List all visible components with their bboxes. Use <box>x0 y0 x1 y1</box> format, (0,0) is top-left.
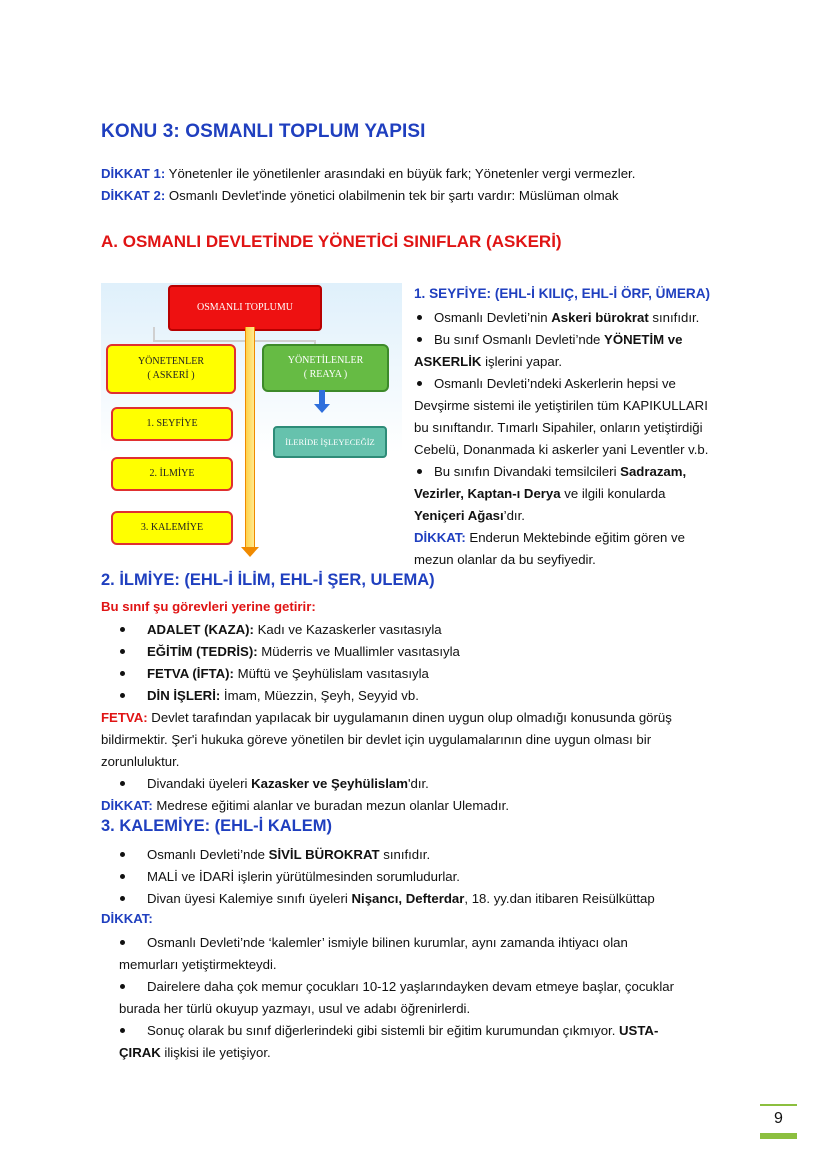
bold-text: Vezirler, Kaptan-ı Derya <box>414 486 561 501</box>
bold-text: USTA- <box>619 1023 659 1038</box>
page-number: 9 <box>774 1110 783 1127</box>
text: ilişkisi ile yetişiyor. <box>160 1045 271 1060</box>
page-number-rule-bottom <box>760 1133 797 1139</box>
seyfiye-item-3-cont: Cebelü, Donanmada ki askerler yani Leventler v.b. <box>414 442 709 457</box>
ilmiye-heading: 2. İLMİYE: (EHL-İ İLİM, EHL-İ ŞER, ULEMA) <box>101 571 435 589</box>
text: Bu sınıfın Divandaki temsilcileri <box>434 464 621 479</box>
ilmiye-divan <box>147 773 429 795</box>
bold-text: DİN İŞLERİ: <box>147 688 221 703</box>
dikkat-label: DİKKAT: <box>101 798 153 813</box>
seyfiye-item-4-cont <box>414 483 665 505</box>
text: sınıfıdır. <box>379 847 431 862</box>
text: Medrese eğitimi alanlar ve buradan mezun olanlar Ulemadır. <box>152 798 510 813</box>
fetva-definition <box>101 707 672 729</box>
text: Müftü ve Şeyhülislam vasıtasıyla <box>233 666 429 681</box>
bullet-icon <box>120 984 125 989</box>
text: Divan üyesi Kalemiye sınıfı üyeleri <box>147 891 352 906</box>
bullet-icon <box>120 896 125 901</box>
seyfiye-dikkat <box>414 527 685 549</box>
diagram-kalemiye-label: 3. KALEMİYE <box>140 522 204 533</box>
ilmiye-item-1 <box>147 619 442 641</box>
osmanli-toplumu-diagram <box>101 283 402 566</box>
page-title: KONU 3: OSMANLI TOPLUM YAPISI <box>101 121 426 142</box>
bullet-icon <box>120 671 125 676</box>
dikkat-1 <box>101 163 635 185</box>
text: Bu sınıf Osmanlı Devleti’nde <box>434 332 605 347</box>
seyfiye-item-3: Osmanlı Devleti’ndeki Askerlerin hepsi ve <box>434 376 676 391</box>
bullet-icon <box>120 852 125 857</box>
ilmiye-item-4 <box>147 685 419 707</box>
bullet-icon <box>120 940 125 945</box>
fetva-definition-cont: zorunluluktur. <box>101 754 180 769</box>
kalemiye-dikkat-item-2: Dairelere daha çok memur çocukları 10-12 yaşlarındayken devam etmeye başlar, çocuklar <box>147 979 675 994</box>
down-arrow-icon <box>241 547 259 557</box>
text: Enderun Mektebinde eğitim gören ve <box>465 530 685 545</box>
seyfiye-item-2 <box>434 329 682 351</box>
bullet-icon <box>120 627 125 632</box>
diagram-top-box <box>168 285 322 331</box>
diagram-ilmiye-box <box>111 457 233 491</box>
bullet-icon <box>417 469 422 474</box>
section-a-heading: A. OSMANLI DEVLETİNDE YÖNETİCİ SINIFLAR (ASKERİ) <box>101 232 562 251</box>
seyfiye-item-3-cont: bu sınıftandır. Tımarlı Sipahiler, onların yetiştirdiği <box>414 420 703 435</box>
diagram-seyfiye-label: 1. SEYFİYE <box>146 418 198 429</box>
diagram-yonetenler-sub: ( ASKERİ ) <box>147 370 195 381</box>
diagram-yonetenler-label: YÖNETENLER <box>137 356 205 367</box>
bold-text: Kazasker ve Şeyhülislam <box>251 776 408 791</box>
diagram-seyfiye-box <box>111 407 233 441</box>
kalemiye-dikkat-item-2-cont: burada her türlü okuyup yazmayı, usul ve adabı öğrenirlerdi. <box>119 1001 471 1016</box>
bold-text: ÇIRAK <box>119 1045 161 1060</box>
text: işlerini yapar. <box>481 354 563 369</box>
seyfiye-item-2-cont <box>414 351 562 373</box>
bullet-icon <box>417 315 422 320</box>
bullet-icon <box>417 381 422 386</box>
text: sınıfıdır. <box>648 310 700 325</box>
diagram-yonetilenler-sub: ( REAYA ) <box>303 369 348 380</box>
dikkat-label: DİKKAT: <box>414 530 466 545</box>
connector-line <box>153 327 155 341</box>
kalemiye-item-3 <box>147 888 655 910</box>
bullet-icon <box>417 337 422 342</box>
ilmiye-item-2 <box>147 641 460 663</box>
text: , 18. yy.dan itibaren Reisülküttap <box>464 891 655 906</box>
ilmiye-dikkat <box>101 795 509 817</box>
text: Osmanlı Devleti’nde <box>147 847 269 862</box>
kalemiye-heading: 3. KALEMİYE: (EHL-İ KALEM) <box>101 817 332 835</box>
text: Müderris ve Muallimler vasıtasıyla <box>257 644 460 659</box>
bullet-icon <box>120 649 125 654</box>
seyfiye-dikkat-cont: mezun olanlar da bu seyfiyedir. <box>414 552 596 567</box>
dikkat-2-text: Osmanlı Devlet'inde yönetici olabilmenin tek bir şartı vardır: Müslüman olmak <box>165 188 619 203</box>
bullet-icon <box>120 874 125 879</box>
diagram-yonetilenler-box <box>262 344 389 392</box>
bold-text: EĞİTİM (TEDRİS): <box>147 644 258 659</box>
bold-text: Askeri bürokrat <box>551 310 649 325</box>
bold-text: YÖNETİM ve <box>604 332 683 347</box>
bold-text: ADALET (KAZA): <box>147 622 254 637</box>
ilmiye-item-3 <box>147 663 429 685</box>
page-number-rule-top <box>760 1104 797 1106</box>
kalemiye-dikkat-item-3-cont <box>119 1042 271 1064</box>
dikkat-1-text: Yönetenler ile yönetilenler arasındaki en büyük fark; Yönetenler vergi vermezler. <box>165 166 636 181</box>
kalemiye-dikkat-item-1: Osmanlı Devleti’nde ‘kalemler’ ismiyle bilinen kurumlar, aynı zamanda ihtiyacı olan <box>147 935 628 950</box>
bold-text: Yeniçeri Ağası <box>414 508 504 523</box>
diagram-kalemiye-box <box>111 511 233 545</box>
ilmiye-intro: Bu sınıf şu görevleri yerine getirir: <box>101 599 316 614</box>
kalemiye-dikkat-label: DİKKAT: <box>101 911 153 926</box>
kalemiye-item-2: MALİ ve İDARİ işlerin yürütülmesinden sorumludurlar. <box>147 869 460 884</box>
diagram-ileride-box <box>273 426 387 458</box>
text: Divandaki üyeleri <box>147 776 252 791</box>
seyfiye-item-4 <box>434 461 686 483</box>
seyfiye-item-4-cont <box>414 505 525 527</box>
kalemiye-item-1 <box>147 844 430 866</box>
seyfiye-item-3-cont: Devşirme sistemi ile yetiştirilen tüm KAPIKULLARI <box>414 398 708 413</box>
seyfiye-item-1 <box>434 307 699 329</box>
seyfiye-heading: 1. SEYFİYE: (EHL-İ KILIÇ, EHL-İ ÖRF, ÜMERA) <box>414 286 711 301</box>
text: ’dır. <box>503 508 525 523</box>
bold-text: FETVA (İFTA): <box>147 666 234 681</box>
text: 'dır. <box>407 776 429 791</box>
dikkat-2-label: DİKKAT 2: <box>101 188 166 203</box>
dikkat-1-label: DİKKAT 1: <box>101 166 166 181</box>
dikkat-2 <box>101 185 619 207</box>
diagram-yonetenler-box <box>106 344 236 394</box>
bold-text: ASKERLİK <box>414 354 482 369</box>
diagram-top-label: OSMANLI TOPLUMU <box>196 302 294 313</box>
bold-text: Nişancı, Defterdar <box>351 891 465 906</box>
diagram-ileride-label: İLERİDE İŞLEYECEĞİZ <box>285 437 375 447</box>
text: Devlet tarafından yapılacak bir uygulamanın dinen uygun olup olmadığı konusunda görüş <box>147 710 672 725</box>
bold-text: Sadrazam, <box>620 464 687 479</box>
bold-text: SİVİL BÜROKRAT <box>268 847 380 862</box>
bullet-icon <box>120 781 125 786</box>
fetva-label: FETVA: <box>101 710 148 725</box>
kalemiye-dikkat-item-1-cont: memurları yetiştirmekteydi. <box>119 957 277 972</box>
fetva-definition-cont: bildirmektir. Şer'i hukuka göreve yönetilen bir devlet için uygulamalarının dine uygun olması bir <box>101 732 652 747</box>
text: Kadı ve Kazaskerler vasıtasıyla <box>253 622 442 637</box>
diagram-yonetilenler-label: YÖNETİLENLER <box>287 355 364 366</box>
text: Osmanlı Devleti’nin <box>434 310 552 325</box>
text: ve ilgili konularda <box>560 486 666 501</box>
text: İmam, Müezzin, Şeyh, Seyyid vb. <box>220 688 419 703</box>
bullet-icon <box>120 693 125 698</box>
bullet-icon <box>120 1028 125 1033</box>
kalemiye-dikkat-item-3 <box>147 1020 658 1042</box>
text: Sonuç olarak bu sınıf diğerlerindeki gibi sistemli bir eğitim kurumundan çıkmıyor. <box>147 1023 620 1038</box>
blue-arrow-icon <box>314 404 330 413</box>
connector-line <box>153 340 315 342</box>
diagram-ilmiye-label: 2. İLMİYE <box>149 468 195 479</box>
down-arrow-shaft <box>245 327 255 549</box>
